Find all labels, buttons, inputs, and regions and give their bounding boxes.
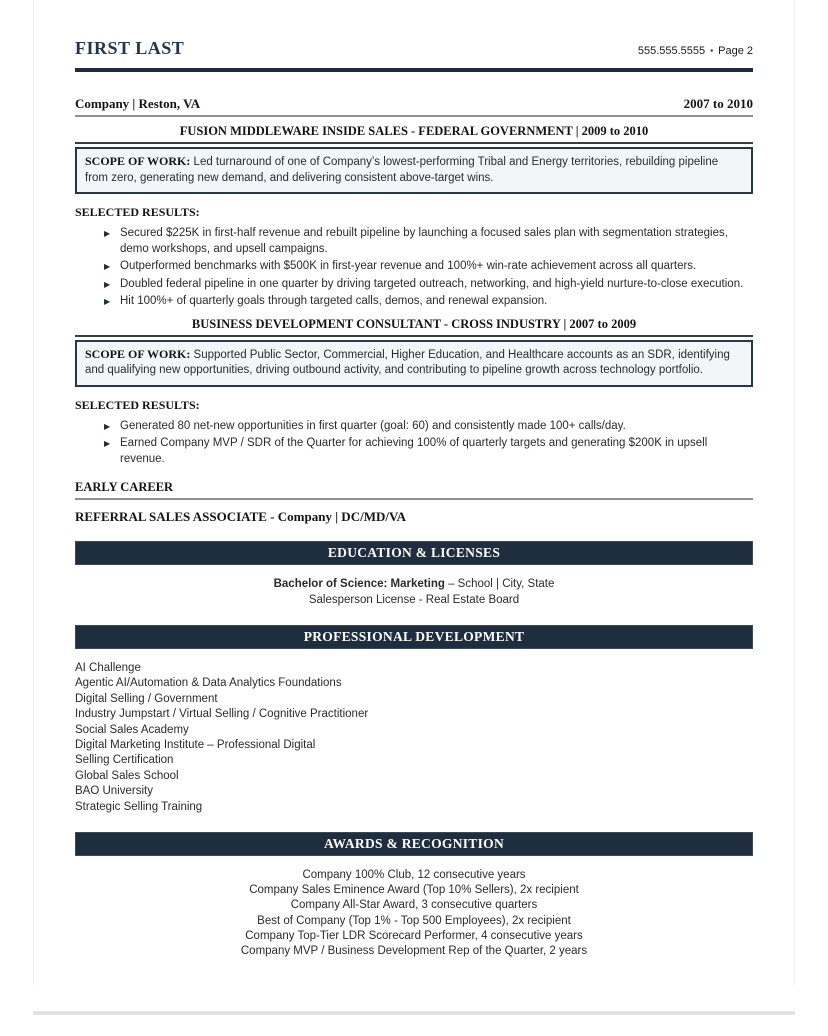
list-item: Digital Marketing Institute – Professional Digital xyxy=(75,739,316,752)
list-item: Industry Jumpstart / Virtual Selling / Cognitive Practitioner xyxy=(75,708,369,721)
list-item: Selling Certification xyxy=(75,754,174,767)
bullet-text: Hit 100%+ of quarterly goals through targeted calls, demos, and renewal expansion. xyxy=(120,295,548,307)
bullet-text: Outperformed benchmarks with $500K in first-year revenue and 100%+ win-rate achievement across all quarters. xyxy=(120,260,697,272)
list-item: Agentic AI/Automation & Data Analytics Foundations xyxy=(75,677,342,690)
awards-list xyxy=(75,868,753,959)
company-dates: 2007 to 2010 xyxy=(683,96,753,111)
bullet-text: Earned Company MVP / SDR of the Quarter for achieving 100% of quarterly targets and generating $200K in upsell revenue. xyxy=(120,437,708,465)
list-item: Company Sales Eminence Award (Top 10% Sellers), 2x recipient xyxy=(249,884,579,897)
list-item: Company 100% Club, 12 consecutive years xyxy=(302,869,526,882)
scope-of-work-box xyxy=(75,147,753,194)
degree-line xyxy=(75,577,753,593)
square-bullet-icon: ▪ xyxy=(710,46,714,55)
degree-rest: – School | City, State xyxy=(444,578,555,590)
header-contact xyxy=(638,45,753,59)
list-item xyxy=(104,277,753,293)
list-item: Best of Company (Top 1% - Top 500 Employees), 2x recipient xyxy=(257,914,571,927)
early-career-role: REFERRAL SALES ASSOCIATE - Company | DC/MD/VA xyxy=(75,509,407,524)
scope-label: SCOPE OF WORK: xyxy=(85,346,191,361)
page-header xyxy=(75,38,753,59)
scope-label: SCOPE OF WORK: xyxy=(85,154,191,168)
professional-development-list xyxy=(75,661,753,815)
scope-text: Led turnaround of one of Company’s lowest-performing Tribal and Energy territories, rebuilding pipeline from zero, generating new demand, and delivering consistent above-target wins. xyxy=(85,156,719,184)
results-bullet-list xyxy=(75,226,753,310)
triangle-bullet-icon: ▶ xyxy=(104,297,111,306)
selected-results-heading: SELECTED RESULTS: xyxy=(75,205,200,219)
list-item: Global Sales School xyxy=(75,769,179,782)
list-item xyxy=(104,226,753,257)
list-item xyxy=(104,419,753,435)
list-item: AI Challenge xyxy=(75,662,141,674)
selected-results-heading: SELECTED RESULTS: xyxy=(75,397,200,412)
company-row xyxy=(75,96,753,117)
phone-number: 555.555.5555 xyxy=(637,45,706,57)
professional-development-banner: PROFESSIONAL DEVELOPMENT xyxy=(75,625,753,649)
bullet-text: Secured $225K in first-half revenue and rebuilt pipeline by launching a focused sales plan with segmentation strategies, demo workshops, and upsell campaigns. xyxy=(120,227,728,255)
company-name-location: Company | Reston, VA xyxy=(75,96,201,111)
resume-page xyxy=(33,0,795,985)
triangle-bullet-icon: ▶ xyxy=(104,262,111,271)
bullet-text: Doubled federal pipeline in one quarter by driving targeted outreach, networking, and high-yield nurture-to-close execution. xyxy=(120,277,744,290)
role-title-business-development: BUSINESS DEVELOPMENT CONSULTANT - CROSS INDUSTRY | 2007 to 2009 xyxy=(75,317,753,337)
header-rule xyxy=(75,68,753,72)
scope-of-work-box xyxy=(75,340,753,387)
education-block xyxy=(75,577,753,608)
education-licenses-banner: EDUCATION & LICENSES xyxy=(75,541,753,565)
page-bottom-separator xyxy=(33,1011,795,1015)
list-item: BAO University xyxy=(75,785,153,798)
list-item: Digital Selling / Government xyxy=(75,692,218,705)
role-title-fusion-middleware: FUSION MIDDLEWARE INSIDE SALES - FEDERAL GOVERNMENT | 2009 to 2010 xyxy=(75,124,753,144)
license-line: Salesperson License - Real Estate Board xyxy=(308,593,520,606)
results-bullet-list xyxy=(75,419,753,468)
candidate-name: FIRST LAST xyxy=(75,38,185,58)
list-item: Company MVP / Business Development Rep of the Quarter, 2 years xyxy=(240,945,588,958)
triangle-bullet-icon: ▶ xyxy=(104,421,111,431)
triangle-bullet-icon: ▶ xyxy=(104,229,111,238)
triangle-bullet-icon: ▶ xyxy=(104,279,111,289)
triangle-bullet-icon: ▶ xyxy=(104,439,111,448)
list-item: Company Top-Tier LDR Scorecard Performer, 4 consecutive years xyxy=(245,929,583,942)
list-item: Social Sales Academy xyxy=(75,723,189,736)
list-item xyxy=(104,436,753,467)
list-item: Strategic Selling Training xyxy=(75,800,203,813)
bullet-text: Generated 80 net-new opportunities in first quarter (goal: 60) and consistently made 100+ calls/day. xyxy=(120,419,626,432)
list-item: Company All-Star Award, 3 consecutive quarters xyxy=(290,899,538,912)
list-item xyxy=(104,259,753,275)
degree-bold: Bachelor of Science: Marketing xyxy=(273,578,445,590)
awards-recognition-banner: AWARDS & RECOGNITION xyxy=(75,832,753,856)
scope-text: Supported Public Sector, Commercial, Higher Education, and Healthcare accounts as an SDR, identifying and qualifying new opportunities, driving outbound activity, and contributing to pipeline growth across technology portfolio. xyxy=(85,348,730,376)
page-number-label: Page 2 xyxy=(718,45,753,57)
list-item xyxy=(104,294,753,310)
early-career-heading: EARLY CAREER xyxy=(75,480,753,500)
